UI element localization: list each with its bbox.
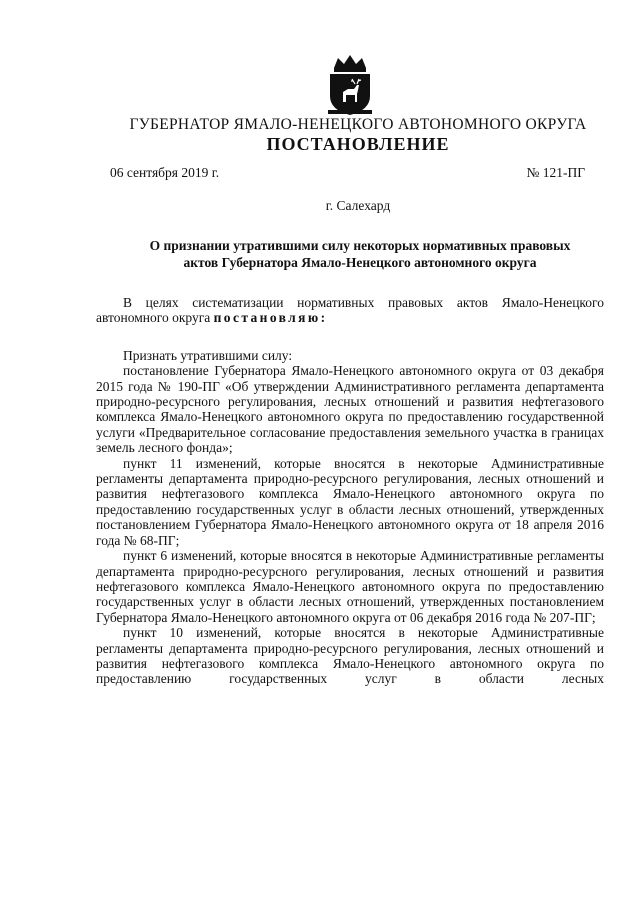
preamble-text: В целях систематизации нормативных правовых актов Ямало-Ненецкого автономного округа	[96, 295, 604, 326]
item-paragraph: пункт 11 изменений, которые вносятся в некоторые Административные регламенты департамента природно-ресурсного регулирования, лесных отношений и развития нефтегазового комплекса Ямало-Ненецкого автономного округа по предоставлению государственных услуг в области лесных отношений, утвержденных постановлением Губернатора Ямало-Ненецкого автономного округа от 18 апреля 2016 года № 68-ПГ;	[96, 455, 604, 548]
preamble-spaced-word: постановляю:	[213, 310, 328, 326]
title-line-1: О признании утратившими силу некоторых нормативных правовых	[149, 238, 571, 253]
coat-of-arms-icon	[324, 52, 376, 118]
document-date: 06 сентября 2019 г.	[110, 165, 220, 180]
title-line-2: актов Губернатора Ямало-Ненецкого автономного округа	[183, 255, 537, 270]
organization-title: ГУБЕРНАТОР ЯМАЛО-НЕНЕЦКОГО АВТОНОМНОГО ОКРУГА	[129, 116, 587, 133]
item-paragraph: пункт 10 изменений, которые вносятся в некоторые Административные регламенты департамента природно-ресурсного регулирования, лесных отношений и развития нефтегазового комплекса Ямало-Ненецкого автономного округа по предоставлению государственных услуг в области лесных	[96, 625, 604, 687]
item-paragraph: постановление Губернатора Ямало-Ненецкого автономного округа от 03 декабря 2015 года № 190-ПГ «Об утверждении Административного регламента департамента природно-ресурсного регулирования, лесных отношений и развития нефтегазового комплекса Ямало-Ненецкого автономного округа по предоставлению государственной услуги «Предварительное согласование предоставления земельного участка в границах земель лесного фонда»;	[96, 363, 604, 456]
item-paragraph: пункт 6 изменений, которые вносятся в некоторые Административные регламенты департамента природно-ресурсного регулирования, лесных отношений и развития нефтегазового комплекса Ямало-Ненецкого автономного округа по предоставлению государственных услуг в области лесных отношений, утвержденных постановлением Губернатора Ямало-Ненецкого автономного округа от 06 декабря 2016 года № 207-ПГ;	[96, 548, 604, 625]
document-title	[116, 237, 604, 271]
item-paragraph: Признать утратившими силу:	[123, 347, 293, 363]
document-body	[96, 295, 604, 687]
document-type: ПОСТАНОВЛЕНИЕ	[266, 134, 450, 154]
document-number: № 121-ПГ	[526, 165, 585, 180]
preamble-paragraph	[96, 295, 604, 326]
document-city: г. Салехард	[325, 198, 391, 213]
